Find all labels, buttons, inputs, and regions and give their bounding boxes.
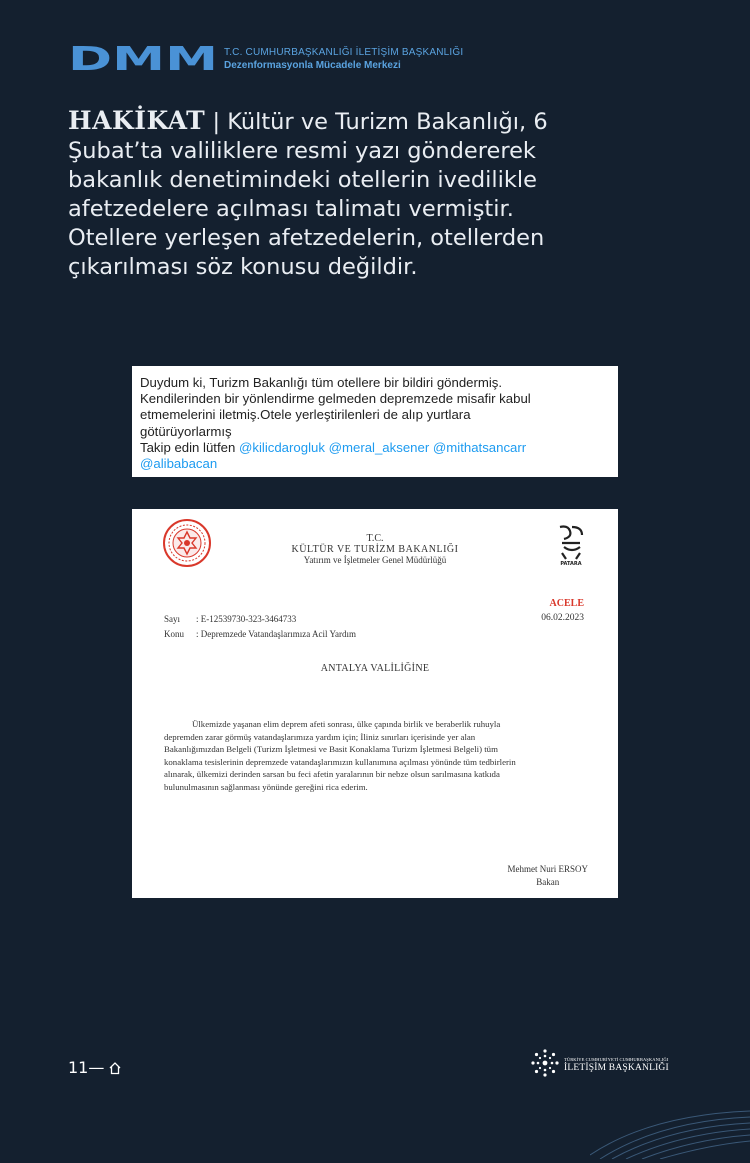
mention-link[interactable]: @mithatsancarr <box>432 439 527 455</box>
org-name <box>224 47 463 72</box>
mention-link[interactable]: @alibabacan <box>140 456 218 472</box>
letter-body-line: konaklama tesislerinin depremzede vatandaşlarımızın kullanımına açılması yönünde tüm tedbirlerin <box>164 756 516 767</box>
headline <box>68 106 568 282</box>
iletisim-big-text: İLETİŞİM BAŞKANLIĞI <box>564 1063 669 1073</box>
decorative-waves <box>590 1105 750 1159</box>
letter-body-line: bulunulmasının sağlanması yönünde gereğini rica ederim. <box>164 781 368 792</box>
headline-line-1: HAKİKAT | Kültür ve Turizm Bakanlığı, 6 <box>68 106 548 135</box>
letter-body-line: Ülkemizde yaşanan elim deprem afeti sonrası, ülke çapında birlik ve beraberlik ruhuyla <box>192 719 501 729</box>
tweet-line: etmemelerini iletmiş.Otele yerleştirilenleri de alıp yurtlara <box>140 407 471 423</box>
tweet-line: Kendilerinden bir yönlendirme gelmeden depremzede misafir kabul <box>140 391 531 407</box>
headline-line-6: çıkarılması söz konusu değildir. <box>68 254 418 280</box>
org-line-2: Dezenformasyonla Mücadele Merkezi <box>224 60 401 71</box>
letter-tc: T.C. <box>366 533 384 544</box>
letter-konu: Konu : Depremzede Vatandaşlarımıza Acil Yardım <box>164 629 357 639</box>
home-icon[interactable] <box>108 1060 122 1074</box>
mention-link[interactable]: @meral_aksener <box>328 439 430 455</box>
tweet-follow-line <box>140 440 608 456</box>
mention-link[interactable]: @kilicdarogluk <box>238 439 325 455</box>
letter-signer <box>508 864 589 887</box>
dmm-logo-text: DMM <box>68 46 218 72</box>
letter-body-line: Bakanlığımızdan Belgeli (Turizm İşletmesi ve Basit Konaklama Turizm İşletmesi Belgeli) tüm <box>164 744 498 755</box>
dmm-logo <box>68 46 218 72</box>
headline-line-2: Şubat’ta valiliklere resmi yazı göndererek <box>68 138 536 164</box>
official-letter <box>132 509 618 898</box>
iletisim-small-text: TÜRKİYE CUMHURİYETİ CUMHURBAŞKANLIĞI <box>564 1057 669 1062</box>
signer-role: Bakan <box>536 877 560 887</box>
letter-sayi: Sayı : E-12539730-323-3464733 <box>164 614 297 624</box>
signer-name: Mehmet Nuri ERSOY <box>507 864 588 874</box>
headline-line-4: afetzedelere açılması talimatı vermiştir. <box>68 196 514 222</box>
page-number: 11— <box>68 1058 105 1077</box>
letter-body-line: alınarak, ülkemizi derinden sarsan bu feci afetin yaralarının bir nebze olsun sarılmasına katkıda <box>164 769 500 780</box>
letter-ministry: KÜLTÜR VE TURİZM BAKANLIĞI <box>291 544 459 555</box>
letter-body-line: depremden zarar görmüş vatandaşlarımıza yardım için; İliniz sınırları içerisinde yer alan <box>164 731 476 742</box>
patara-label: PATARA <box>560 561 582 567</box>
tweet-mention-line <box>140 456 608 472</box>
letter-body <box>164 718 584 794</box>
letter-addressee: ANTALYA VALİLİĞİNE <box>320 663 430 674</box>
urgent-label: ACELE <box>549 598 584 609</box>
headline-line-3: bakanlık denetimindeki otellerin ivedilikle <box>68 167 537 193</box>
letter-date: 06.02.2023 <box>541 613 584 623</box>
tweet-line: götürüyorlarmış <box>140 423 232 439</box>
headline-line-5: Otellere yerleşen afetzedelerin, otellerden <box>68 225 545 251</box>
org-line-1: T.C. CUMHURBAŞKANLIĞI İLETİŞİM BAŞKANLIĞI <box>224 47 464 58</box>
iletisim-wordmark <box>564 1057 669 1073</box>
iletisim-emblem-icon <box>530 1048 560 1078</box>
tweet-follow-prefix: Takip edin lütfen <box>140 439 239 455</box>
tweet-line: Duydum ki, Turizm Bakanlığı tüm otellere bir bildiri göndermiş. <box>140 375 503 390</box>
headline-separator: | <box>205 109 228 135</box>
letter-department: Yatırım ve İşletmeler Genel Müdürlüğü <box>303 555 447 565</box>
hakikat-label: HAKİKAT <box>68 106 206 135</box>
tweet-screenshot <box>132 366 618 477</box>
